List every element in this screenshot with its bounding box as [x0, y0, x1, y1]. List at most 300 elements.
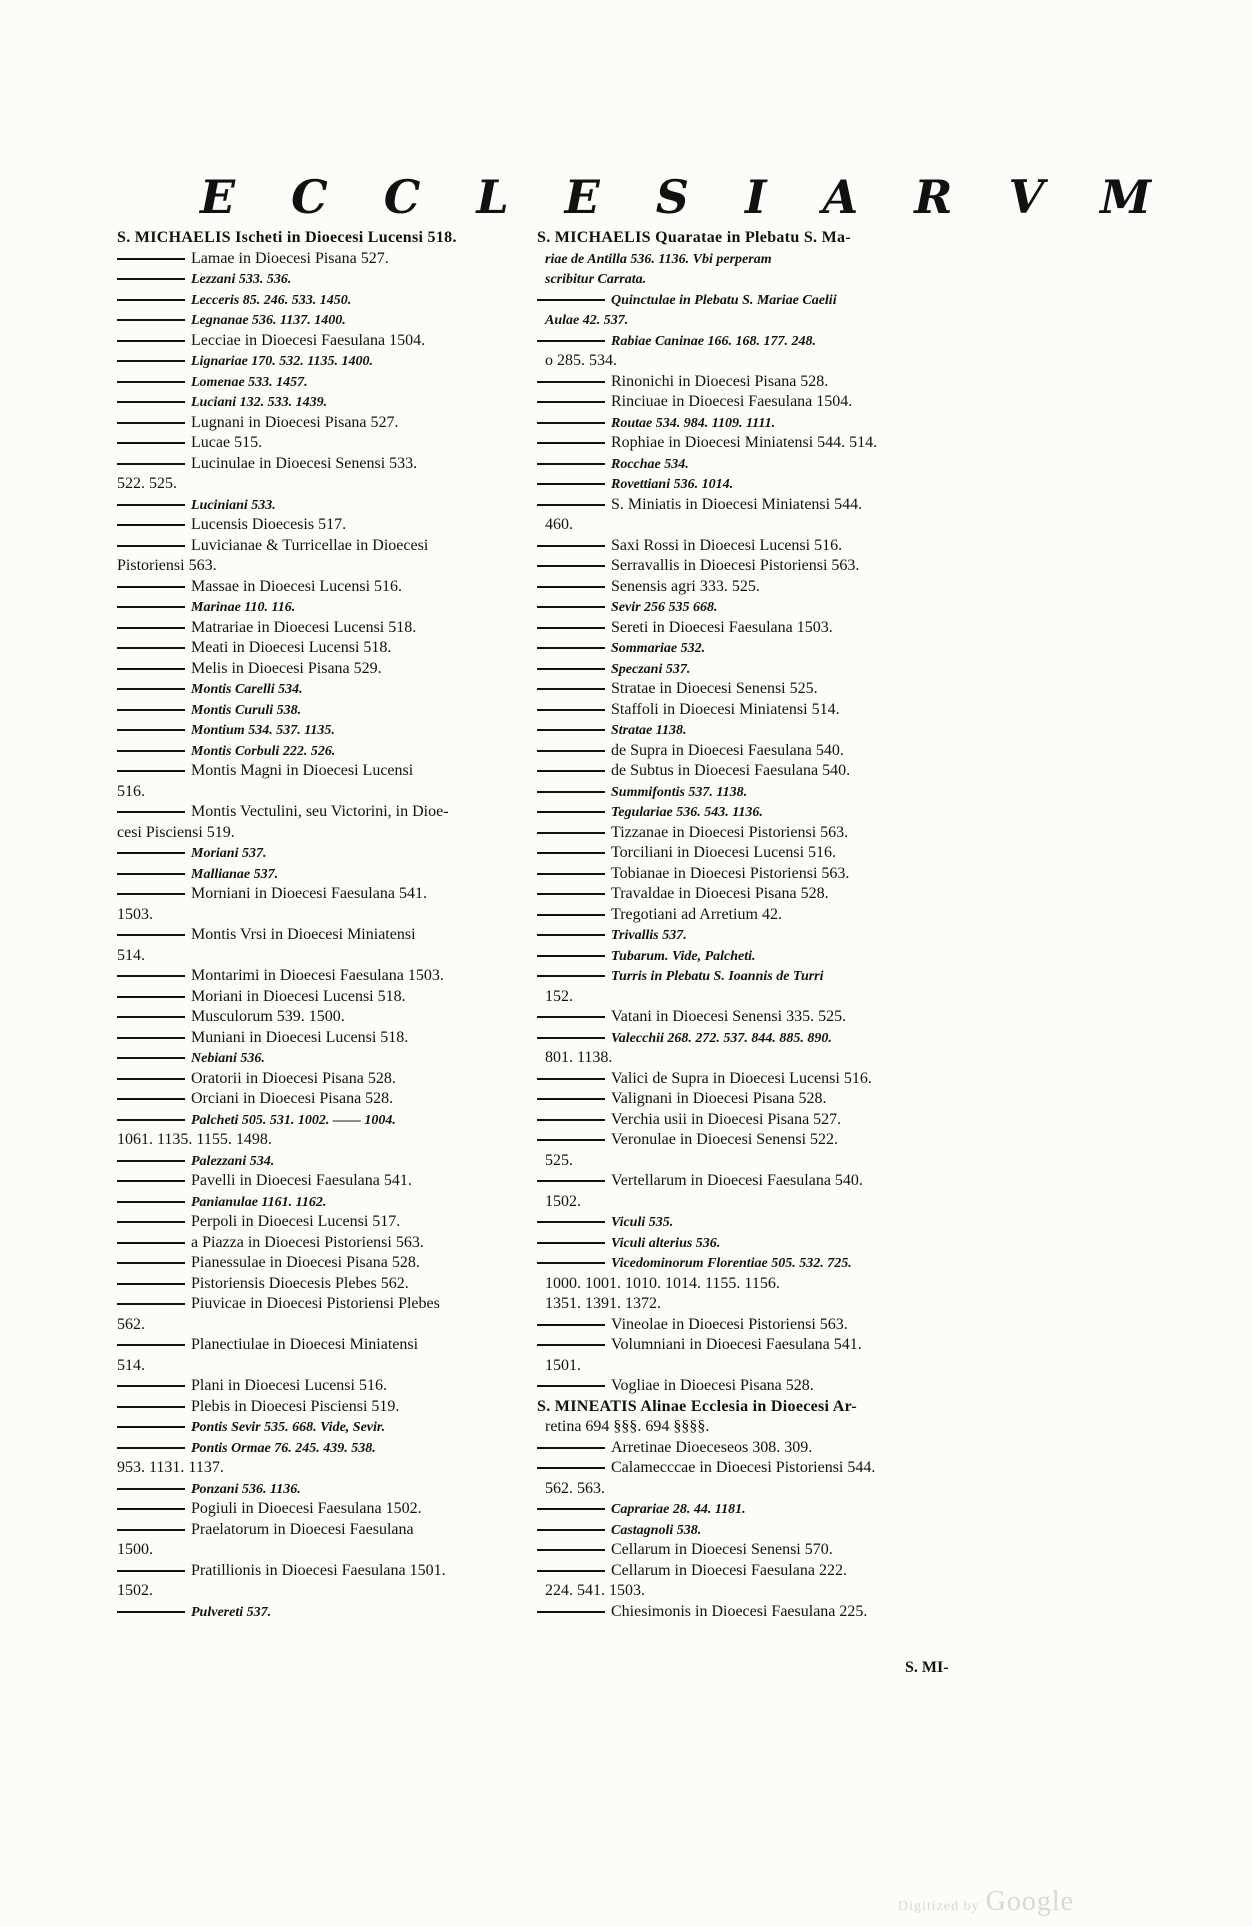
index-entry — [537, 761, 997, 782]
entry-text: Luciniani 533. — [191, 497, 276, 513]
entry-text: Pratillionis in Dioecesi Faesulana 1501. — [191, 1561, 446, 1579]
index-entry — [537, 700, 997, 721]
entry-text: Meati in Dioecesi Lucensi 518. — [191, 639, 392, 656]
index-entry — [117, 536, 532, 557]
repeat-dash — [537, 1529, 605, 1531]
watermark — [898, 1886, 1074, 1918]
index-entry — [117, 700, 532, 721]
entry-text: Plebis in Dioecesi Pisciensi 519. — [191, 1397, 400, 1415]
entry-text: S. MICHAELIS Quaratae in Plebatu S. Ma- — [537, 229, 851, 246]
entry-text: 516. — [117, 782, 145, 800]
repeat-dash — [537, 1221, 605, 1223]
index-entry — [537, 659, 997, 680]
index-entry — [117, 1192, 532, 1213]
index-entry — [537, 1499, 997, 1520]
entry-text: Pistoriensis Dioecesis Plebes 562. — [191, 1274, 409, 1292]
entry-text: Caprariae 28. 44. 1181. — [611, 1502, 746, 1517]
entry-text: Viculi 535. — [611, 1215, 674, 1230]
entry-text: Rinciuae in Dioecesi Faesulana 1504. — [611, 393, 853, 410]
index-entry — [117, 987, 532, 1008]
index-entry — [117, 1233, 532, 1254]
repeat-dash — [117, 545, 185, 547]
repeat-dash — [117, 381, 185, 383]
index-entry — [537, 987, 997, 1008]
entry-text: 562. — [117, 1315, 145, 1333]
index-entry — [537, 351, 997, 372]
index-entry — [117, 1253, 532, 1274]
repeat-dash — [537, 483, 605, 485]
entry-text: retina 694 §§§. 694 §§§§. — [545, 1418, 710, 1435]
entry-text: Muniani in Dioecesi Lucensi 518. — [191, 1028, 409, 1046]
entry-text: cesi Pisciensi 519. — [117, 823, 235, 841]
entry-text: 801. 1138. — [545, 1049, 613, 1066]
index-entry — [537, 495, 997, 516]
repeat-dash — [117, 1078, 185, 1080]
entry-text: Moriani 537. — [191, 846, 267, 861]
index-entry — [117, 433, 532, 454]
repeat-dash — [117, 852, 185, 854]
repeat-dash — [537, 750, 605, 752]
repeat-dash — [537, 545, 605, 547]
entry-text: S. MICHAELIS Ischeti in Dioecesi Lucensi 518. — [117, 229, 457, 246]
repeat-dash — [537, 1611, 605, 1613]
index-entry — [117, 1048, 532, 1069]
repeat-dash — [117, 1201, 185, 1203]
entry-text: Lamae in Dioecesi Pisana 527. — [191, 249, 389, 267]
entry-text: Mallianae 537. — [191, 866, 279, 882]
index-entry — [537, 1028, 997, 1049]
catchword: S. MI- — [905, 1659, 949, 1676]
repeat-dash — [537, 422, 605, 424]
entry-text: Tubarum. Vide, Palcheti. — [611, 948, 756, 964]
entry-text: Routae 534. 984. 1109. 1111. — [611, 415, 776, 431]
index-entry — [117, 1458, 532, 1479]
index-entry — [117, 1479, 532, 1500]
repeat-dash — [537, 893, 605, 895]
entry-text: a Piazza in Dioecesi Pistoriensi 563. — [191, 1233, 424, 1251]
entry-text: Legnanae 536. 1137. 1400. — [191, 313, 346, 328]
repeat-dash — [117, 1529, 185, 1531]
entry-text: Planectiulae in Dioecesi Miniatensi — [191, 1336, 419, 1353]
repeat-dash — [537, 299, 605, 301]
index-entry — [537, 1192, 997, 1213]
entry-text: Palcheti 505. 531. 1002. —— 1004. — [191, 1112, 396, 1128]
entry-text: Stratae 1138. — [611, 723, 687, 738]
entry-text: Pavelli in Dioecesi Faesulana 541. — [191, 1172, 412, 1189]
entry-text: Pontis Ormae 76. 245. 439. 538. — [191, 1440, 376, 1456]
index-entry — [117, 946, 532, 967]
entry-text: Aulae 42. 537. — [545, 313, 629, 328]
repeat-dash — [117, 258, 185, 260]
entry-text: 953. 1131. 1137. — [117, 1459, 224, 1476]
repeat-dash — [117, 422, 185, 424]
index-entry — [117, 1356, 532, 1377]
repeat-dash — [537, 1447, 605, 1449]
entry-text: Serravallis in Dioecesi Pistoriensi 563. — [611, 557, 860, 574]
repeat-dash — [117, 1057, 185, 1059]
entry-text: Plani in Dioecesi Lucensi 516. — [191, 1377, 387, 1394]
entry-text: 1503. — [117, 905, 153, 923]
repeat-dash — [117, 770, 185, 772]
entry-text: Viculi alterius 536. — [611, 1235, 721, 1251]
index-entry — [537, 1458, 997, 1479]
index-entry — [117, 1561, 532, 1582]
index-entry — [537, 1561, 997, 1582]
repeat-dash — [117, 442, 185, 444]
repeat-dash — [117, 1283, 185, 1285]
repeat-dash — [117, 750, 185, 752]
index-entry — [537, 1438, 997, 1459]
entry-text: Montis Corbuli 222. 526. — [191, 743, 336, 759]
entry-text: Musculorum 539. 1500. — [191, 1008, 345, 1025]
repeat-dash — [117, 668, 185, 670]
index-entry — [117, 1376, 532, 1397]
index-entry — [117, 413, 532, 434]
index-entry — [537, 454, 997, 475]
repeat-dash — [537, 975, 605, 977]
index-entry — [117, 1602, 532, 1623]
entry-text: Montarimi in Dioecesi Faesulana 1503. — [191, 967, 444, 984]
entry-text: Lomenae 533. 1457. — [191, 374, 308, 390]
repeat-dash — [537, 647, 605, 649]
repeat-dash — [537, 688, 605, 690]
index-entry — [537, 1417, 997, 1438]
index-entry — [117, 1294, 532, 1315]
index-entry — [117, 884, 532, 905]
repeat-dash — [117, 1242, 185, 1244]
repeat-dash — [117, 340, 185, 342]
repeat-dash — [537, 504, 605, 506]
entry-text: Arretinae Dioeceseos 308. 309. — [611, 1438, 813, 1456]
repeat-dash — [117, 401, 185, 403]
index-entry — [117, 310, 532, 331]
entry-text: S. MINEATIS Alinae Ecclesia in Dioecesi Ar- — [537, 1397, 858, 1415]
entry-text: Montis Carelli 534. — [191, 682, 303, 697]
entry-text: Nebiani 536. — [191, 1051, 265, 1066]
index-entry — [117, 823, 532, 844]
entry-text: Rabiae Caninae 166. 168. 177. 248. — [611, 333, 816, 349]
repeat-dash — [537, 1508, 605, 1510]
index-entry — [117, 843, 532, 864]
index-entry — [537, 966, 997, 987]
index-entry — [117, 597, 532, 618]
entry-text: Valici de Supra in Dioecesi Lucensi 516. — [611, 1069, 872, 1087]
entry-text: Pontis Sevir 535. 668. Vide, Sevir. — [191, 1420, 386, 1435]
repeat-dash — [537, 668, 605, 670]
entry-text: Tegulariae 536. 543. 1136. — [611, 805, 763, 820]
repeat-dash — [537, 1119, 605, 1121]
entry-text: 1502. — [545, 1192, 581, 1210]
repeat-dash — [537, 1037, 605, 1039]
repeat-dash — [537, 1467, 605, 1469]
repeat-dash — [537, 463, 605, 465]
repeat-dash — [537, 1098, 605, 1100]
index-entry — [117, 925, 532, 946]
entry-text: Lecceris 85. 246. 533. 1450. — [191, 292, 352, 308]
index-entry — [117, 331, 532, 352]
repeat-dash — [117, 975, 185, 977]
entry-text: Piuvicae in Dioecesi Pistoriensi Plebes — [191, 1295, 440, 1312]
repeat-dash — [117, 1016, 185, 1018]
index-entry — [537, 577, 997, 598]
index-entry — [117, 741, 532, 762]
index-entry — [117, 372, 532, 393]
repeat-dash — [117, 688, 185, 690]
index-entry — [537, 720, 997, 741]
entry-text: Sereti in Dioecesi Faesulana 1503. — [611, 618, 833, 636]
index-entry — [117, 1315, 532, 1336]
entry-text: Chiesimonis in Dioecesi Faesulana 225. — [611, 1602, 868, 1620]
repeat-dash — [537, 709, 605, 711]
entry-text: 152. — [545, 987, 573, 1005]
index-entry — [117, 556, 532, 577]
repeat-dash — [117, 360, 185, 362]
index-entry — [537, 515, 997, 536]
repeat-dash — [117, 1303, 185, 1305]
index-entry — [537, 1233, 997, 1254]
entry-text: Lucae 515. — [191, 434, 263, 451]
entry-text: Pianessulae in Dioecesi Pisana 528. — [191, 1254, 420, 1271]
entry-text: Luciani 132. 533. 1439. — [191, 395, 328, 410]
index-entry — [117, 269, 532, 290]
repeat-dash — [117, 811, 185, 813]
repeat-dash — [117, 463, 185, 465]
repeat-dash — [117, 729, 185, 731]
entry-text: Matrariae in Dioecesi Lucensi 518. — [191, 618, 417, 636]
index-entry — [537, 864, 997, 885]
index-entry — [537, 1151, 997, 1172]
repeat-dash — [537, 1344, 605, 1346]
index-entry — [117, 1130, 532, 1151]
index-entry — [537, 474, 997, 495]
index-entry — [537, 556, 997, 577]
index-entry — [537, 1294, 997, 1315]
repeat-dash — [117, 1426, 185, 1428]
entry-text: 514. — [117, 946, 145, 964]
entry-text: 460. — [545, 516, 573, 533]
entry-text: Lucinulae in Dioecesi Senensi 533. — [191, 454, 418, 472]
repeat-dash — [537, 1262, 605, 1264]
entry-text: 562. 563. — [545, 1479, 605, 1497]
index-entry — [117, 1274, 532, 1295]
watermark-prefix: Digitized by — [898, 1899, 980, 1914]
index-entry — [537, 228, 997, 249]
entry-text: Luvicianae & Turricellae in Dioecesi — [191, 536, 429, 554]
left-column — [117, 228, 532, 1622]
entry-text: 525. — [545, 1151, 573, 1169]
index-entry — [537, 310, 997, 331]
index-entry — [537, 925, 997, 946]
entry-text: Calamecccae in Dioecesi Pistoriensi 544. — [611, 1459, 876, 1476]
repeat-dash — [537, 1016, 605, 1018]
index-entry — [117, 1520, 532, 1541]
index-entry — [537, 905, 997, 926]
index-entry — [117, 720, 532, 741]
index-entry — [537, 823, 997, 844]
repeat-dash — [117, 1406, 185, 1408]
repeat-dash — [537, 1385, 605, 1387]
index-entry — [117, 1581, 532, 1602]
entry-text: Cellarum in Dioecesi Senensi 570. — [611, 1541, 833, 1558]
index-entry — [537, 1335, 997, 1356]
entry-text: Vertellarum in Dioecesi Faesulana 540. — [611, 1172, 863, 1189]
index-entry — [537, 1130, 997, 1151]
index-entry — [537, 372, 997, 393]
entry-text: Massae in Dioecesi Lucensi 516. — [191, 577, 403, 595]
entry-text: 1061. 1135. 1155. 1498. — [117, 1131, 272, 1148]
entry-text: 522. 525. — [117, 475, 177, 492]
index-entry — [537, 1479, 997, 1500]
index-entry — [117, 249, 532, 270]
entry-text: Lucensis Dioecesis 517. — [191, 516, 347, 533]
index-entry — [537, 884, 997, 905]
repeat-dash — [117, 893, 185, 895]
index-entry — [117, 577, 532, 598]
entry-text: Summifontis 537. 1138. — [611, 784, 748, 800]
entry-text: Pogiuli in Dioecesi Faesulana 1502. — [191, 1500, 422, 1517]
entry-text: Sommariae 532. — [611, 641, 706, 656]
repeat-dash — [537, 627, 605, 629]
entry-text: Vogliae in Dioecesi Pisana 528. — [611, 1377, 814, 1394]
index-entry — [117, 228, 532, 249]
index-entry — [537, 1356, 997, 1377]
entry-text: Montis Vectulini, seu Victorini, in Dioe- — [191, 803, 449, 820]
repeat-dash — [117, 1488, 185, 1490]
repeat-dash — [117, 1570, 185, 1572]
index-entry — [117, 638, 532, 659]
repeat-dash — [537, 340, 605, 342]
entry-text: Pistoriensi 563. — [117, 557, 217, 574]
entry-text: o 285. 534. — [545, 352, 617, 369]
entry-text: 514. — [117, 1356, 145, 1374]
repeat-dash — [537, 811, 605, 813]
index-entry — [117, 495, 532, 516]
repeat-dash — [117, 278, 185, 280]
index-entry — [117, 1417, 532, 1438]
entry-text: Speczani 537. — [611, 661, 691, 677]
entry-text: Travaldae in Dioecesi Pisana 528. — [611, 885, 829, 902]
index-entry — [537, 946, 997, 967]
entry-text: Ponzani 536. 1136. — [191, 1481, 301, 1497]
index-entry — [117, 1335, 532, 1356]
index-entry — [537, 782, 997, 803]
entry-text: Palezzani 534. — [191, 1153, 275, 1169]
index-entry — [537, 597, 997, 618]
entry-text: Lignariae 170. 532. 1135. 1400. — [191, 354, 374, 369]
index-entry — [537, 1048, 997, 1069]
index-entry — [117, 474, 532, 495]
repeat-dash — [537, 1139, 605, 1141]
index-entry — [117, 454, 532, 475]
index-entry — [117, 1007, 532, 1028]
index-entry — [537, 1069, 997, 1090]
entry-text: Castagnoli 538. — [611, 1522, 702, 1538]
index-entry — [537, 843, 997, 864]
repeat-dash — [537, 873, 605, 875]
index-entry — [537, 802, 997, 823]
entry-text: 1500. — [117, 1541, 153, 1558]
index-entry — [117, 351, 532, 372]
entry-text: S. Miniatis in Dioecesi Miniatensi 544. — [611, 495, 863, 513]
entry-text: riae de Antilla 536. 1136. Vbi perperam — [545, 251, 772, 267]
watermark-brand: Google — [985, 1886, 1075, 1917]
index-entry — [537, 1397, 997, 1418]
repeat-dash — [537, 832, 605, 834]
entry-text: 224. 541. 1503. — [545, 1582, 645, 1599]
entry-text: Senensis agri 333. 525. — [611, 577, 760, 595]
index-entry — [117, 1089, 532, 1110]
repeat-dash — [117, 1160, 185, 1162]
entry-text: Orciani in Dioecesi Pisana 528. — [191, 1090, 394, 1107]
index-entry — [117, 515, 532, 536]
index-entry — [537, 741, 997, 762]
repeat-dash — [537, 606, 605, 608]
entry-text: Rophiae in Dioecesi Miniatensi 544. 514. — [611, 434, 878, 451]
repeat-dash — [117, 1221, 185, 1223]
repeat-dash — [117, 524, 185, 526]
entry-text: Veronulae in Dioecesi Senensi 522. — [611, 1131, 839, 1148]
entry-text: Rocchae 534. — [611, 456, 689, 472]
repeat-dash — [537, 1570, 605, 1572]
entry-text: Montium 534. 537. 1135. — [191, 723, 335, 738]
entry-text: scribitur Carrata. — [545, 272, 647, 287]
entry-text: Stratae in Dioecesi Senensi 525. — [611, 680, 818, 697]
repeat-dash — [117, 627, 185, 629]
repeat-dash — [537, 729, 605, 731]
repeat-dash — [537, 770, 605, 772]
index-entry — [117, 618, 532, 639]
index-entry — [537, 1007, 997, 1028]
index-entry — [537, 1315, 997, 1336]
entry-text: Volumniani in Dioecesi Faesulana 541. — [611, 1336, 862, 1353]
repeat-dash — [537, 934, 605, 936]
entry-text: Montis Magni in Dioecesi Lucensi — [191, 762, 414, 779]
entry-text: Sevir 256 535 668. — [611, 600, 718, 615]
entry-text: Lugnani in Dioecesi Pisana 527. — [191, 413, 399, 431]
index-entry — [537, 1274, 997, 1295]
index-entry — [537, 413, 997, 434]
repeat-dash — [537, 1180, 605, 1182]
entry-text: Vatani in Dioecesi Senensi 335. 525. — [611, 1008, 847, 1025]
index-entry — [537, 290, 997, 311]
index-entry — [117, 679, 532, 700]
repeat-dash — [117, 1037, 185, 1039]
index-entry — [537, 1212, 997, 1233]
index-entry — [117, 782, 532, 803]
repeat-dash — [537, 955, 605, 957]
repeat-dash — [537, 1242, 605, 1244]
repeat-dash — [117, 1508, 185, 1510]
repeat-dash — [117, 586, 185, 588]
index-entry — [537, 1581, 997, 1602]
entry-text: 1351. 1391. 1372. — [545, 1295, 661, 1312]
entry-text: Rovettiani 536. 1014. — [611, 477, 734, 492]
index-entry — [117, 1151, 532, 1172]
entry-text: Valignani in Dioecesi Pisana 528. — [611, 1090, 827, 1107]
repeat-dash — [537, 586, 605, 588]
repeat-dash — [537, 1549, 605, 1551]
right-column — [537, 228, 997, 1622]
index-entry — [117, 1110, 532, 1131]
repeat-dash — [117, 1385, 185, 1387]
entry-text: Vicedominorum Florentiae 505. 532. 725. — [611, 1256, 852, 1271]
entry-text: Oratorii in Dioecesi Pisana 528. — [191, 1069, 396, 1087]
index-entry — [537, 1253, 997, 1274]
index-entry — [117, 392, 532, 413]
index-entry — [117, 905, 532, 926]
index-entry — [537, 1540, 997, 1561]
index-entry — [117, 1212, 532, 1233]
